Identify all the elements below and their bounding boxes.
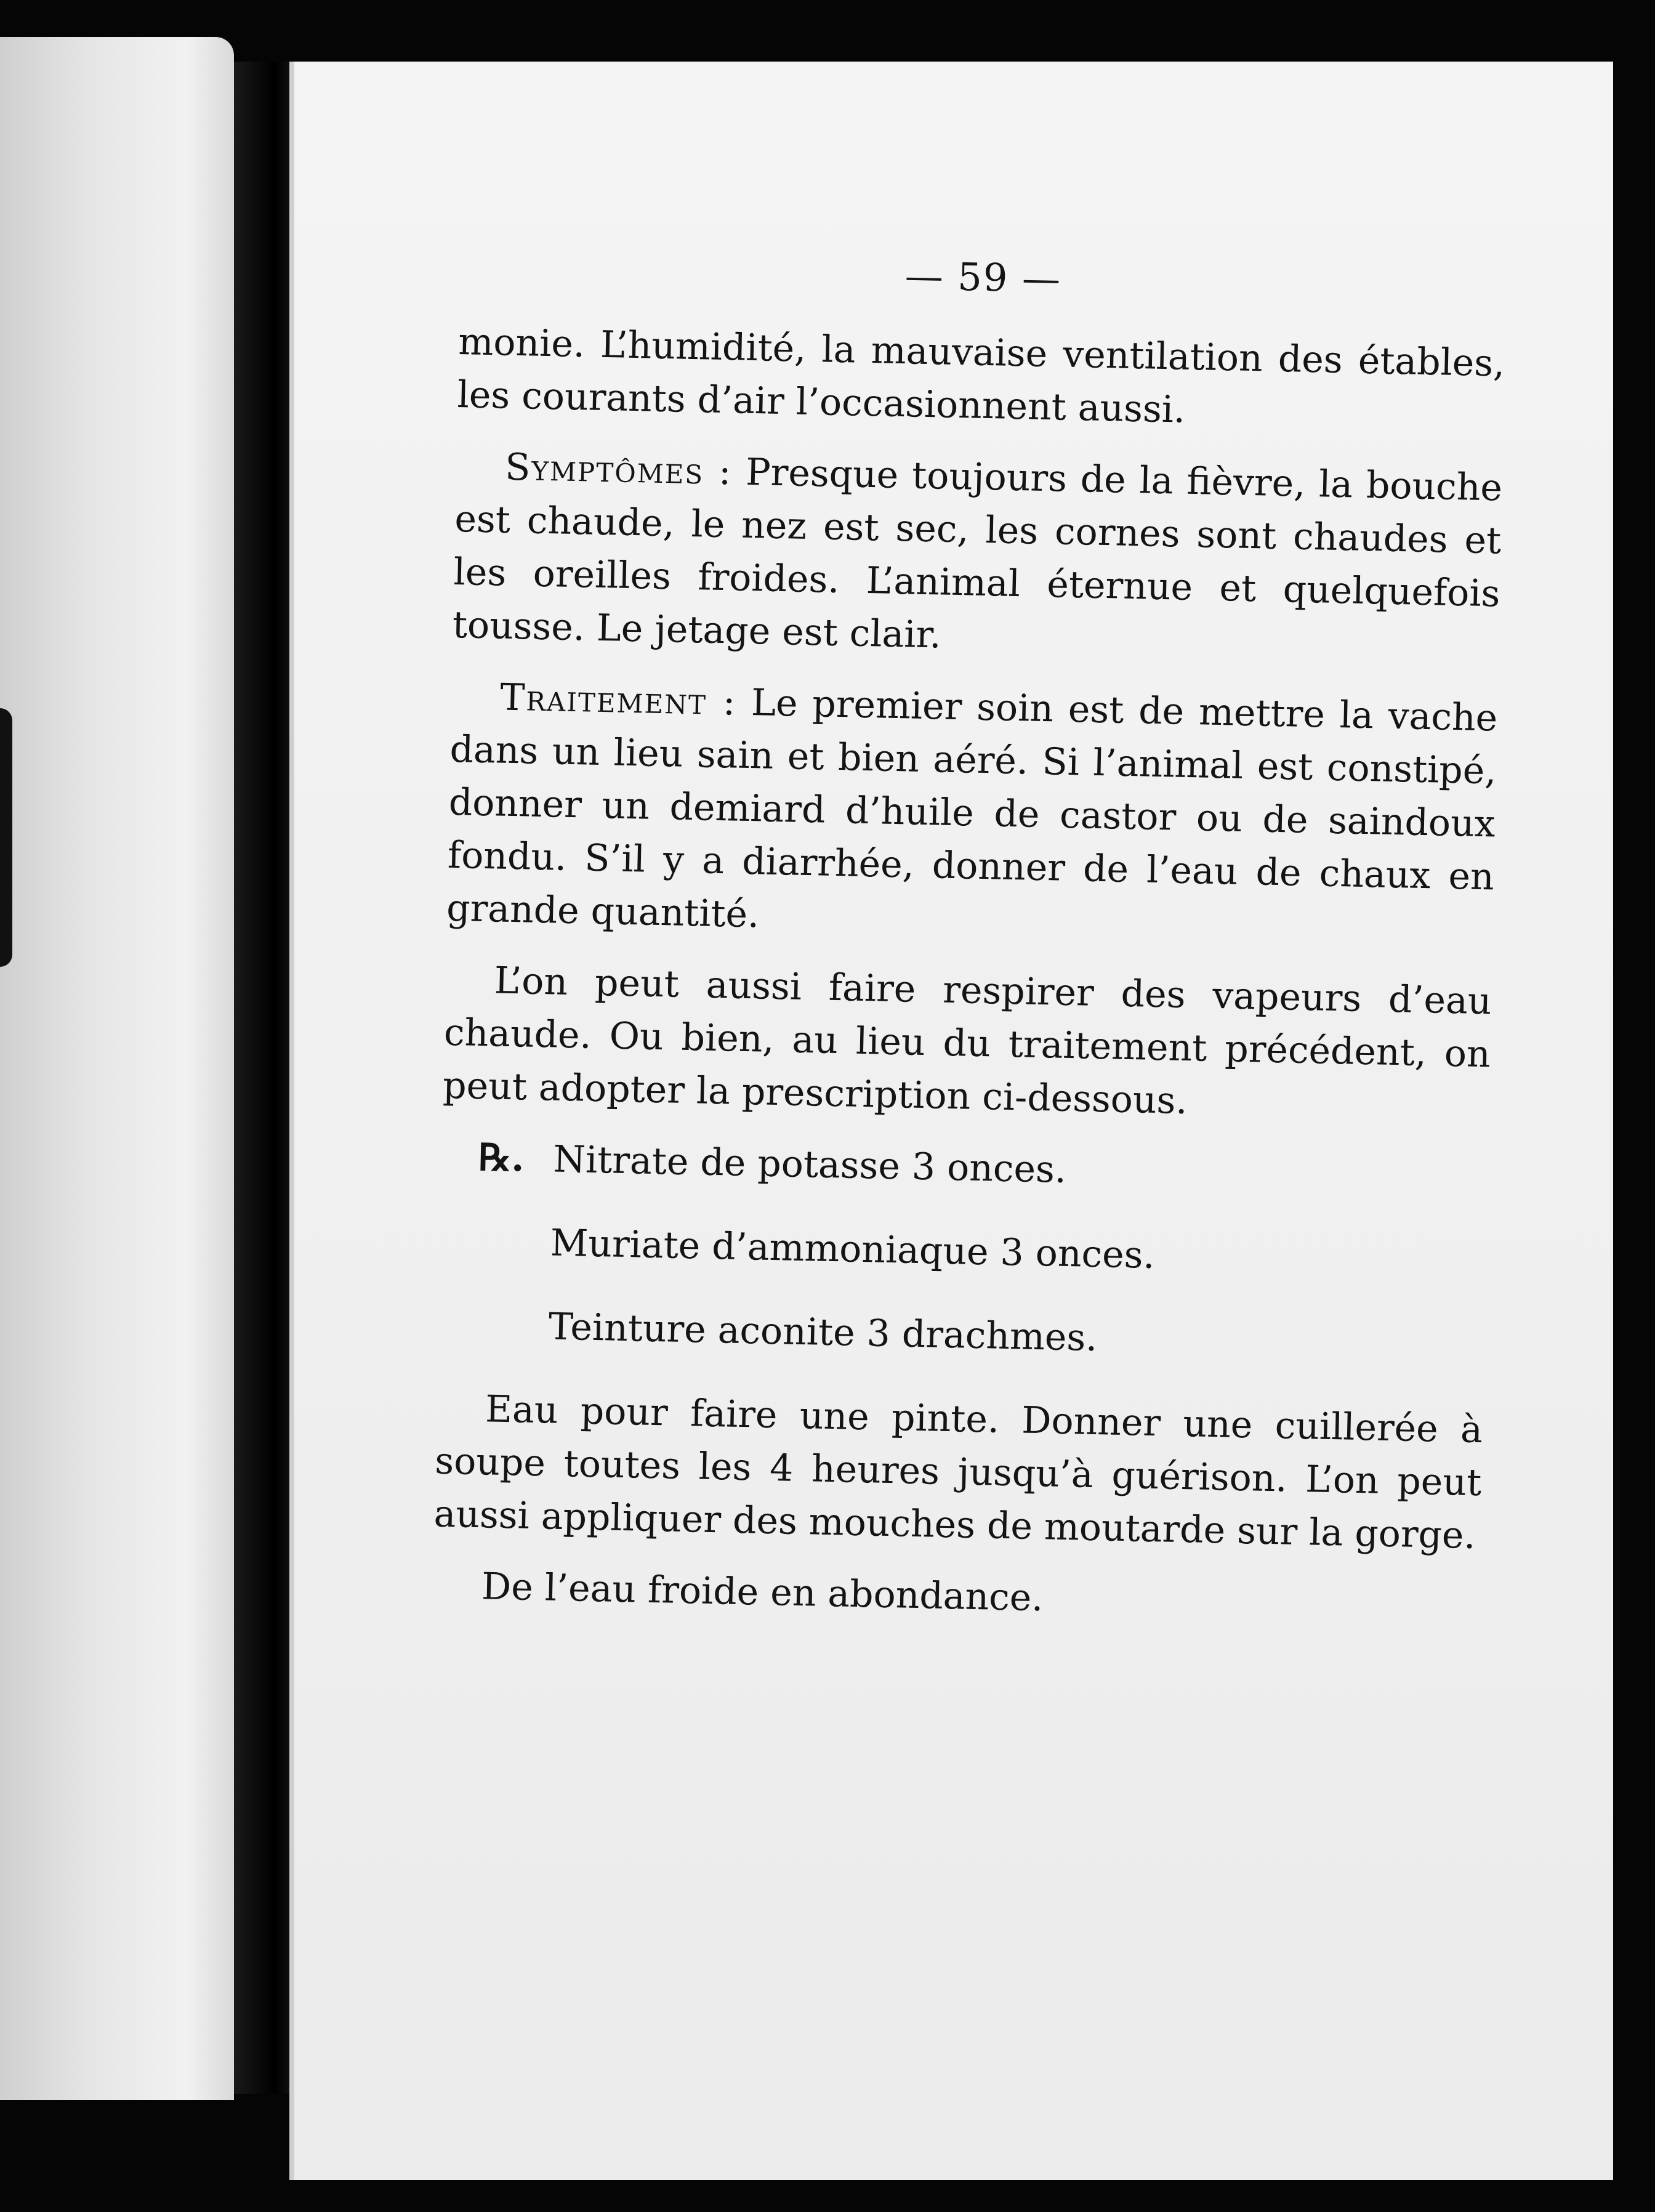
adjacent-page bbox=[0, 37, 234, 2100]
symptoms-heading: Symptômes : bbox=[504, 445, 733, 494]
treatment-text: Le premier soin est de mettre la vache dans un lieu sain et bien aéré. Si l’animal est constipé, donner un demiard d’huile de castor ou de saindoux fondu. S’il y a diarrhée, donner de l’eau de chaux en grande quantité. bbox=[446, 681, 1498, 937]
paragraph-vapor: L’on peut aussi faire respirer des vapeurs d’eau chaude. Ou bien, au lieu du traitement précédent, on peut adopter la prescription ci-dessous. bbox=[442, 959, 1492, 1123]
paragraph-water: Eau pour faire une pinte. Donner une cuillerée à soupe toutes les 4 heures jusqu’à guérison. L’on peut aussi appliquer des mouches de moutarde sur la gorge. bbox=[433, 1387, 1483, 1557]
rx-symbol: ℞. bbox=[478, 1136, 525, 1181]
prescription-item: Nitrate de potasse 3 onces. bbox=[552, 1137, 1067, 1192]
paragraph-intro: monie. L’humidité, la mauvaise ventilation des étables, les courants d’air l’occasionnent aussi. bbox=[457, 320, 1505, 432]
symptoms-text: Presque toujours de la fièvre, la bouche est chaude, le nez est sec, les cornes sont chaudes et les oreilles froides. L’animal éternue et quelquefois tousse. Le jetage est clair. bbox=[452, 450, 1503, 657]
page-number: — 59 — bbox=[904, 253, 1062, 302]
prescription-block bbox=[474, 1131, 1488, 1373]
prescription-line bbox=[478, 1131, 1488, 1205]
prescription-item: Teinture aconite 3 drachmes. bbox=[548, 1305, 1098, 1360]
adjacent-page-mark bbox=[0, 708, 12, 967]
paragraph-symptoms bbox=[452, 440, 1503, 674]
treatment-heading: Traitement : bbox=[499, 676, 737, 724]
prescription-item: Muriate d’ammoniaque 3 onces. bbox=[550, 1221, 1156, 1277]
book-page bbox=[289, 62, 1613, 2180]
paragraph-treatment bbox=[446, 670, 1498, 957]
page-text-block bbox=[432, 240, 1507, 1652]
paragraph-last: De l’eau froide en abondance. bbox=[481, 1565, 1044, 1620]
